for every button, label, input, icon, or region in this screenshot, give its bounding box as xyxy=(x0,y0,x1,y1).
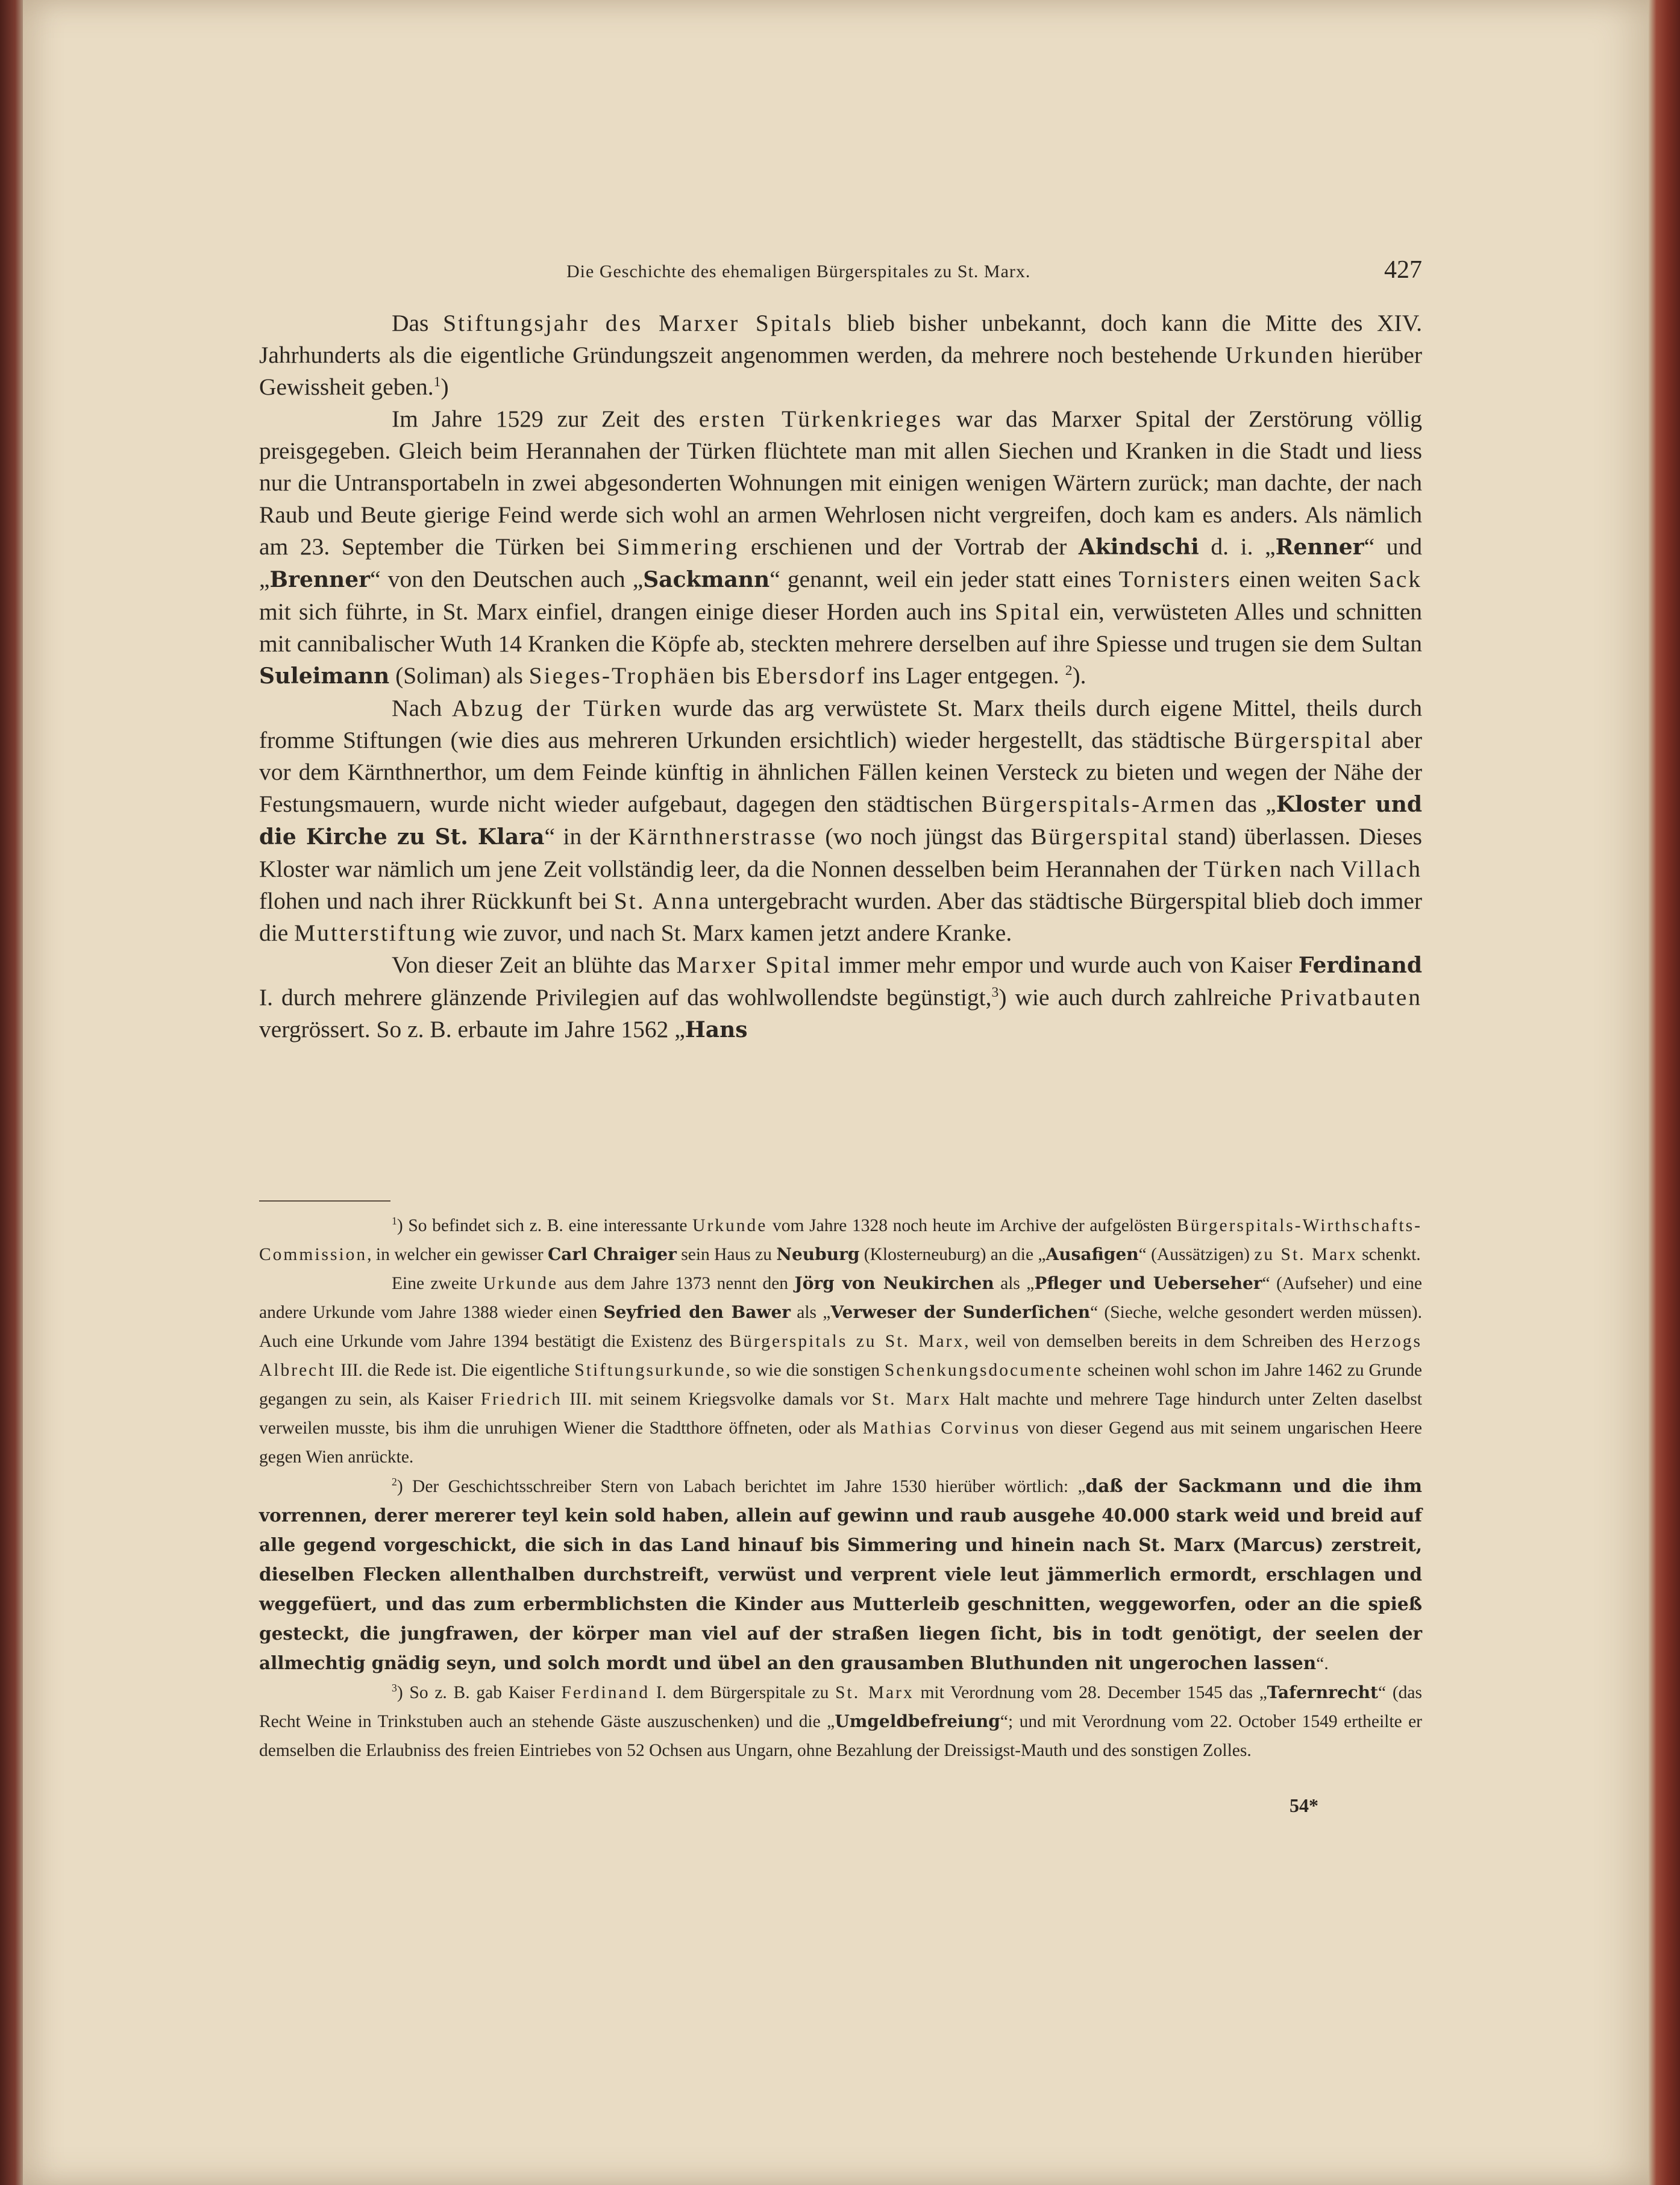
paragraph: Von dieser Zeit an blühte das Marxer Spital immer mehr empor und wurde auch von Kaiser Ferdinand I. durch mehrere glänzende Privilegien auf das wohlwollendste begünstigt,$^3$) wie auch durch zahlreiche Privatbauten vergrössert. So z. B. erbaute im Jahre 1562 „Hans xyxy=(259,951,1423,1042)
footnote-divider xyxy=(259,1200,390,1202)
footnote-2: $^2$) Der Geschichtsschreiber Stern von Labach berichtet im Jahre 1530 hierüber wörtlich: „daß der Sackmann und die ihm vorrennen, derer mererer teyl kein sold haben, allein auf gewinn und raub ausgehe 40.000 stark weid und breid auf alle gegend vorgeschickt, die sich in das Land hinauf bis Simmering und hinein nach St. Marx (Marcus) zerstreit, dieselben Flecken allenthalben durchstreift, verwüst und verprent viele leut jämmerlich ermordt, erschlagen und weggefüert, und das zum erbermblichsten die Kinder aus Mutterleib geschnitten, weggeworfen, oder an die spieß gesteckt, die jungfrawen, der körper man viel auf der straßen liegen ſicht, bis in todt genötigt, der seelen der allmechtig gnädig seyn, und solch mordt und übel an den grausamben Bluthunden nit ungerochen lassen“. xyxy=(259,1475,1422,1673)
page-header xyxy=(259,253,1422,289)
running-head: Die Geschichte des ehemaligen Bürgerspitales zu St. Marx. xyxy=(566,262,1031,281)
signature-mark: 54* xyxy=(1290,1795,1318,1816)
footnote-1-continued: Eine zweite Urkunde aus dem Jahre 1373 nennt den Jörg von Neukirchen als „Pfleger und Ueberseher“ (Aufseher) und eine andere Urkunde vom Jahre 1388 wieder einen Seyfried den Bawer als „Verweser der Sunderſichen“ (Sieche, welche gesondert werden müssen). Auch eine Urkunde vom Jahre 1394 bestätigt die Existenz des Bürgerspitals zu St. Marx, weil von demselben bereits in dem Schreiben des Herzogs Albrecht III. die Rede ist. Die eigentliche Stiftungsurkunde, so wie die sonstigen Schenkungsdocumente scheinen wohl schon im Jahre 1462 zu Grunde gegangen zu sein, als Kaiser Friedrich III. mit seinem Kriegsvolke damals vor St. Marx Halt machte und mehrere Tage hindurch unter Zelten daselbst verweilen musste, bis ihm die unruhigen Wiener die Stadtthore öffneten, oder als Mathias Corvinus von dieser Gegend aus mit seinem ungarischen Heere gegen Wien anrückte. xyxy=(259,1273,1423,1467)
page-number: 427 xyxy=(1384,256,1422,284)
footnote-ref[interactable]: 3 xyxy=(991,984,999,1000)
footnote-3: $^3$) So z. B. gab Kaiser Ferdinand I. dem Bürgerspitale zu St. Marx mit Verordnung vom 28. December 1545 das „Tafernrecht“ (das Recht Weine in Trinkstuben auch an stehende Gäste auszuschenken) und die „Umgeldbefreiung“; und mit Verordnung vom 22. October 1549 ertheilte er demselben die Erlaubniss des freien Eintriebes von 52 Ochsen aus Ungarn, ohne Bezahlung der Dreissigst-Mauth und des sonstigen Zolles. xyxy=(259,1682,1422,1760)
footnote-1: $^1$) So befindet sich z. B. eine interessante Urkunde vom Jahre 1328 noch heute im Archive der aufgelösten Bürgerspitals-Wirthschafts-Commission, in welcher ein gewisser Carl Chraiger sein Haus zu Neuburg (Klosterneuburg) an die „Ausafigen“ (Aussätzigen) zu St. Marx schenkt. xyxy=(259,1215,1422,1264)
footnote-ref[interactable]: 2 xyxy=(1065,662,1073,679)
book-edge-right xyxy=(1649,0,1680,2185)
main-text xyxy=(259,307,1422,1046)
paragraph: Im Jahre 1529 zur Zeit des ersten Türkenkrieges war das Marxer Spital der Zerstörung völlig preisgegeben. Gleich beim Herannahen der Türken flüchtete man mit allen Siechen und Kranken in die Stadt und liess nur die Untransportabeln in zwei abgesonderten Wohnungen mit einigen wenigen Wärtern zurück; man dachte, der nach Raub und Beute gierige Feind werde sich wohl an armen Wehrlosen nicht vergreifen, doch kam es anders. Als nämlich am 23. September die Türken bei Simmering erschienen und der Vortrab der Akindschi d. i. „Renner“ und „Brenner“ von den Deutschen auch „Sackmann“ genannt, weil ein jeder statt eines Tornisters einen weiten Sack mit sich führte, in St. Marx einfiel, drangen einige dieser Horden auch ins Spital ein, verwüsteten Alles und schnitten mit cannibalischer Wuth 14 Kranken die Köpfe ab, steckten mehrere derselben auf ihre Spiesse und trugen sie dem Sultan Suleimann (Soliman) als Sieges-Trophäen bis Ebersdorf ins Lager entgegen. $^2$). xyxy=(259,406,1423,689)
paragraph: Das Stiftungsjahr des Marxer Spitals blieb bisher unbekannt, doch kann die Mitte des XIV. Jahrhunderts als die eigentliche Gründungszeit angenommen werden, da mehrere noch bestehende Urkunden hierüber Gewissheit geben.$^1$) xyxy=(259,310,1423,400)
paragraph: Nach Abzug der Türken wurde das arg verwüstete St. Marx theils durch eigene Mittel, theils durch fromme Stiftungen (wie dies aus mehreren Urkunden ersichtlich) wieder hergestellt, das städtische Bürgerspital aber vor dem Kärnthnerthor, um dem Feinde künftig in ähnlichen Fällen keinen Versteck zu bieten und wegen der Nähe der Festungsmauern, wurde nicht wieder aufgebaut, dagegen den städtischen Bürgerspitals-Armen das „Kloster und die Kirche zu St. Klara“ in der Kärnthnerstrasse (wo noch jüngst das Bürgerspital stand) überlassen. Dieses Kloster war nämlich um jene Zeit vollständig leer, da die Nonnen desselben beim Herannahen der Türken nach Villach flohen und nach ihrer Rückkunft bei St. Anna untergebracht wurden. Aber das städtische Bürgerspital blieb doch immer die Mutterstiftung wie zuvor, und nach St. Marx kamen jetzt andere Kranke. xyxy=(259,695,1423,946)
footnotes xyxy=(259,1211,1422,1765)
footnote-ref[interactable]: 1 xyxy=(433,374,441,390)
book-spine-left xyxy=(0,0,25,2185)
